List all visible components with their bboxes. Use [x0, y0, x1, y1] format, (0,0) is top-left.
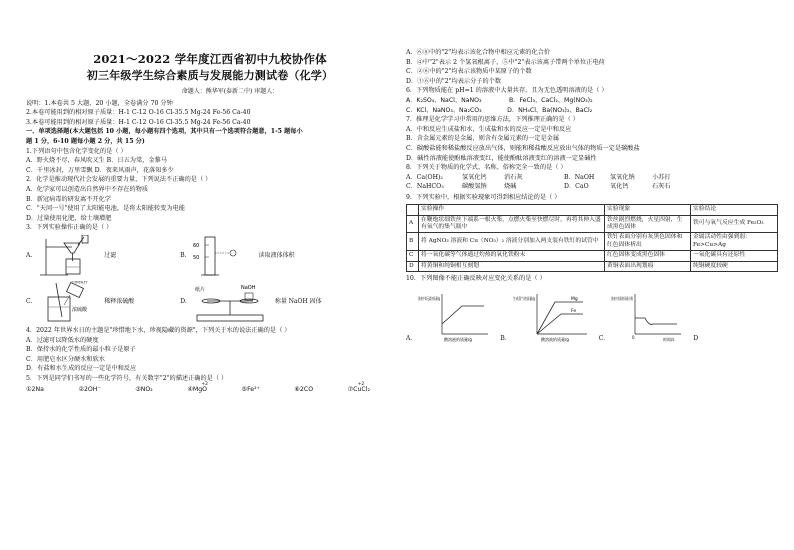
q3-stem: 3．下列实验操作正确的是（ ） [26, 224, 113, 232]
c-side-label: 浓硫酸 [72, 306, 88, 313]
q9-row-a-operation: 在鞭炮状细铁丝下端系一根火柴，点燃火柴至快燃尽时，再将其伸入盛有氧气的集气瓶中 [419, 215, 605, 233]
exam-author-line: 命题人：熊华军(泰新二中) 审题人： [181, 88, 279, 95]
b-tick-60: 60 [192, 242, 199, 249]
q2-stem: 2．化学是推动现代社会发展的重要力量，下列说法不正确的是（ ） [26, 176, 212, 184]
graph-a-figure [418, 290, 490, 344]
q10-graph-b [500, 290, 588, 344]
q5-mgo-valence: +2 [201, 382, 208, 388]
graph-b-series-mg: Mg [570, 296, 578, 302]
q7-option-d: D．碱性溶液能使酚酞溶液变红，能使酚酞溶液变红的溶液一定显碱性 [406, 154, 597, 162]
q4-option-a: A．过滤可以降低水的硬度 [26, 336, 99, 344]
q3-c-letter: C. [26, 298, 33, 306]
graph-b-figure [513, 290, 589, 344]
q5-option-b: B．④中"2"表示 2 个氢氧根离子，⑤中"2"表示该离子带两个单位正电荷 [406, 58, 605, 66]
q5-symbol-4: ④MgO [187, 386, 207, 394]
q1-stem: 1.下列语句中包含化学变化的是（ ） [26, 147, 127, 155]
q8-d-formula: D．CaO [564, 183, 589, 191]
q5-symbol-list [26, 382, 394, 395]
q10-stem: 10．下列图像不能正确反映对应变化关系的是（ ） [406, 274, 546, 282]
q7-option-b: B．含金属元素的是金属，则含有金属元素的一定是金属 [406, 135, 560, 143]
q9-header-blank [407, 204, 419, 215]
filtration-apparatus-figure [38, 235, 98, 277]
q8-a-name: 氢氧化钙 [462, 173, 487, 181]
q9-row-b-phenomenon: 铁钉表面分别有灰黑色固体和红色固体析出 [605, 233, 691, 251]
q3-figure-row-2 [26, 280, 394, 324]
exam-title-line1: 2021～2022 学年度江西省初中九校协作体 [93, 52, 327, 66]
q9-header-phenomenon: 实验现象 [605, 204, 691, 215]
q9-stem: 9．下列实验中，根据实验现象可得到相应结论的是（ ） [406, 193, 561, 201]
q1-option-ab: A．野火烧不尽，春风吹又生 B．日五为棠，金黎马 [26, 157, 167, 165]
graduated-cylinder-figure [193, 235, 253, 277]
q3-c-label: 稀释浓硫酸 [104, 298, 135, 306]
q5-symbol-4-wrap [187, 382, 208, 395]
graph-c-origin: 0 [632, 334, 635, 340]
q8-stem: 8．下列关于物质的化学式、名称、俗称完全一致的是（ ） [406, 164, 567, 172]
q6-stem: 6．下列物质能在 pH=1 的溶液中大量共存，且为无色透明溶液的是（ ） [406, 87, 608, 95]
balance-figure [193, 281, 269, 323]
table-row [407, 215, 778, 233]
q2-option-d: D．过量使用化肥，给土壤增肥 [26, 214, 112, 222]
q10-b-letter: B． [500, 334, 511, 342]
q9-row-b-operation: 将 AgNO₃ 溶液和 Cu（NO₃）₂ 溶液分别加入两支装有铁钉的试管中 [419, 233, 605, 251]
q9-row-d-conclusion: 纯铜硬度较硬 [691, 261, 778, 271]
q10-graph-c [599, 290, 684, 344]
q9-row-a-conclusion: 铁可与氧气反应生成 Fe₂O₃ [691, 215, 778, 233]
q6-option-ab: A．K₂SO₄、NaCl、NaNO₃ B．FeCl₃、CaCl₂、Mg(NO₃)₂ [406, 96, 593, 104]
q8-b-common: 小苏打 [652, 173, 671, 181]
graph-c-figure [611, 290, 683, 344]
q5-stem: 5．下列是同学们书写的一些化学符号，有关数字"2"的描述正确的是（ ） [26, 374, 228, 382]
dilute-sulfuric-acid-figure [38, 281, 98, 323]
q9-row-d-phenomenon: 黄铜表面出现划痕 [605, 261, 691, 271]
q4-stem: 4．2022 年世界水日的主题是"珍惜地下水，珍视隐藏的资源"，下列关于水的说法正确的是（ ） [26, 326, 291, 334]
instruction-1: 说明：1.本卷共 5 大题，20 小题，全卷满分 70 分钟 [26, 99, 173, 107]
q5-option-d: D．①⑥中的"2"均表示分子的个数 [406, 77, 502, 85]
q5-option-c: C．②⑥中的"2"均表示该物质中某原子的个数 [406, 68, 532, 76]
q9-row-c-conclusion: 一氧化碳具有还原性 [691, 251, 778, 261]
q3-b-label: 读取液体体积 [258, 252, 295, 260]
graph-c-ylabel: 溶液中溶质的质量分数 [611, 295, 652, 301]
q3-a-label: 过滤 [104, 252, 117, 260]
q4-option-c: C．用肥皂水区分硬水和软水 [26, 355, 105, 363]
instruction-3: 3.本卷可能用到的相对原子质量：H-1 C-12 O-16 Cl-35.5 Mg-24 Fe-56 Ca-40 [26, 118, 251, 126]
q2-option-a: A．化学家可以创造出自然界中不存在的物质 [26, 185, 149, 193]
graph-b-xlabel: 酸溶液的质量/g [540, 336, 569, 342]
q7-option-c: C．碳酸盐能和稀盐酸反应放出气体，则能和稀盐酸反应放出气体的物质一定是碳酸盐 [406, 144, 640, 152]
q7-option-a: A．中和反应生成盐和水，生成盐和水的反应一定是中和反应 [406, 125, 572, 133]
q10-a-letter: A． [406, 334, 417, 342]
q9-table-header-row [407, 204, 778, 215]
d-paper-label: 纸片 [194, 286, 205, 293]
q8-options [406, 173, 774, 192]
graph-a-ylabel: 溶液中氧元素的质量/g [418, 295, 459, 301]
exam-title-line2: 初三年级学生综合素质与发展能力测试卷（化学） [86, 69, 334, 82]
q9-experiment-table [406, 204, 778, 272]
d-naoh-label: NaOH [240, 284, 256, 291]
q9-row-b-conclusion: 金属活动性由强到弱：Fe>Cu>Ag [691, 233, 778, 251]
q5-cu-valence: +2 [357, 382, 365, 388]
b-tick-50: 50 [192, 254, 199, 261]
left-column [26, 48, 394, 395]
graph-c-xlabel: 时间/s [663, 336, 675, 342]
q2-option-c: C．"天问一号"使用了太阳能电池，是将太阳能转变为电能 [26, 205, 185, 213]
q5-symbol-2: ②2OH⁻ [78, 386, 101, 394]
q9-row-c-letter: C [407, 251, 419, 261]
q3-figure-row-1 [26, 234, 394, 278]
q4-option-d: D．有盐和水生成的反应一定是中和反应 [26, 365, 137, 373]
q5-symbol-7: ⑦CuCl₂ [347, 386, 370, 394]
q3-d-letter: D. [180, 298, 187, 306]
q8-d-common: 石灰石 [652, 183, 671, 191]
section1-heading-line1: 一、单项选择题(本大题包括 10 小题，每小题有四个选项，其中只有一个选项符合题意，1-5 题每小 [26, 128, 303, 136]
q8-c-formula: C．NaHCO₃ [406, 183, 444, 191]
q8-c-name: 碳酸氢钠 [462, 183, 487, 191]
c-top-label: 不断搅拌 [70, 280, 89, 285]
q10-c-letter: C． [598, 334, 610, 342]
table-row [407, 233, 778, 251]
q9-row-d-letter: D [407, 261, 419, 271]
graph-a-xlabel: 酸溶液的质量/g [444, 336, 473, 342]
q10-graph-a [406, 290, 490, 344]
instruction-2: 2.本卷可能用到的相对原子质量：H-1 C-12 O-16 Cl-35.5 Mg-24 Fe-56 Ca-40 [26, 109, 251, 117]
q10-d-letter: D [693, 334, 699, 342]
q1-option-cd: C．千里冰封，万里雪飘 D．夜来风雨声，花落知多少 [26, 166, 174, 174]
table-row [407, 261, 778, 271]
q8-b-name: 氢氧化钠 [610, 173, 635, 181]
q9-row-c-operation: 将一氧化碳等气体通过灼热的氧化铁粉末 [419, 251, 605, 261]
q9-header-conclusion: 实验结论 [691, 204, 778, 215]
q3-b-letter: B. [180, 252, 187, 260]
q5-symbol-6: ⑥2CO [294, 386, 314, 394]
q10-graph-d [693, 334, 698, 344]
q8-a-common: 消石灰 [504, 173, 523, 181]
right-column [406, 48, 774, 344]
table-row [407, 251, 778, 261]
graph-b-series-fe: Fe [570, 308, 576, 314]
q5-symbol-7-wrap [347, 382, 370, 395]
q9-row-b-letter: B [407, 233, 419, 251]
q8-b-formula: B．NaOH [564, 173, 595, 181]
q5-symbol-5: ⑤Fe²⁺ [241, 386, 260, 394]
q3-a-letter: A. [26, 252, 33, 260]
q10-graph-row [406, 286, 774, 344]
q4-option-b: B．保持水的化学性质的最小粒子是原子 [26, 346, 136, 354]
q5-option-a: A．⑥⑧中的"2"均表示该化合物中相应元素的化合价 [406, 49, 551, 56]
section1-heading-line2: 题 1 分，6-10 题每小题 2 分，共 15 分) [26, 137, 145, 145]
q3-d-label: 称量 NaOH 固体 [274, 298, 322, 306]
q5-symbol-3: ③NO₂ [135, 386, 153, 394]
q2-option-b: B．新冠病毒的研发离不开化学 [26, 195, 111, 203]
q9-row-c-phenomenon: 红色固体变成黑色固体 [605, 251, 691, 261]
q9-row-a-letter: A [407, 215, 419, 233]
q5-symbol-1: ①2Na [26, 386, 44, 394]
q7-stem: 7．推理是化学学习中常用的思维方法，下列推理正确的是（ ） [406, 116, 579, 124]
graph-b-ylabel: 生成氢气的质量/g [512, 295, 545, 301]
q8-d-name: 氧化钙 [610, 183, 629, 191]
q8-c-common: 烧碱 [504, 183, 517, 191]
q9-header-operation: 实验操作 [419, 204, 605, 215]
q8-a-formula: A．Ca(OH)₂ [406, 173, 443, 181]
q9-row-a-phenomenon: 铁丝剧烈燃烧，火星四射，生成黑色固体 [605, 215, 691, 233]
q9-row-d-operation: 将黄铜和纯铜相互刻划 [419, 261, 605, 271]
q6-option-cd: C．KCl、NaNO₃、Na₂CO₃ D．NH₄Cl、Ba(NO₃)₂、BaCl₂ [406, 106, 593, 114]
